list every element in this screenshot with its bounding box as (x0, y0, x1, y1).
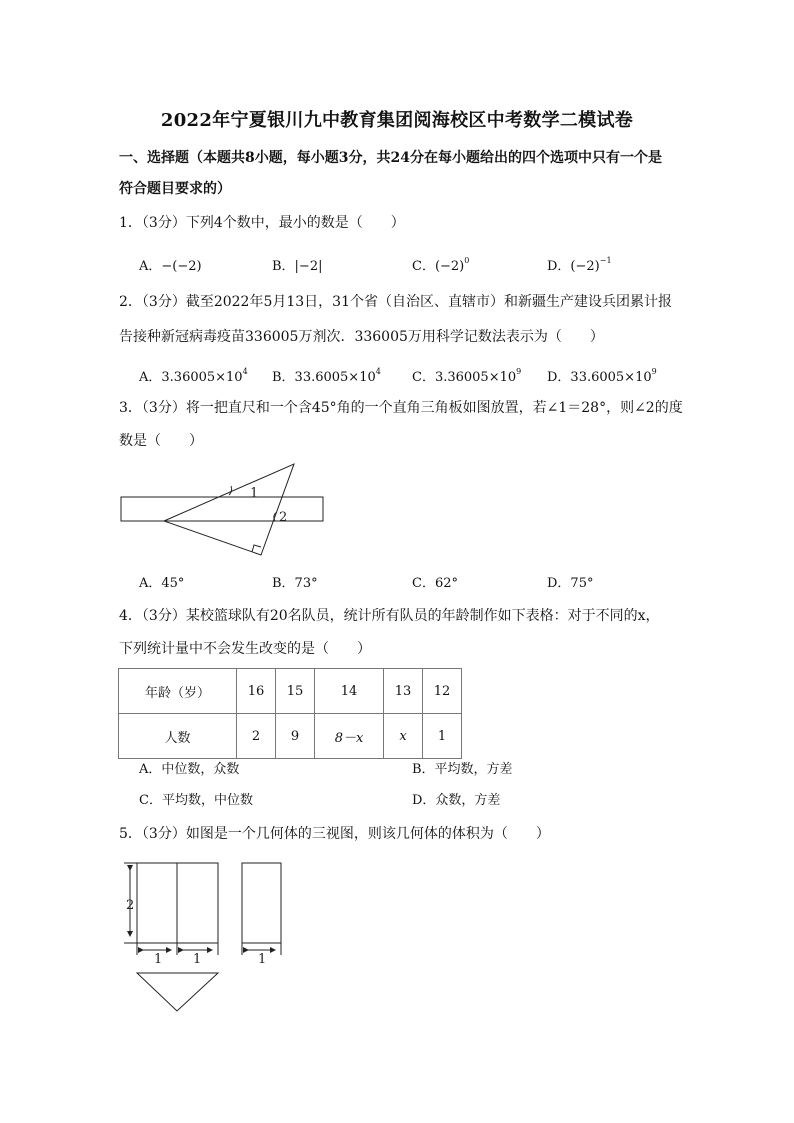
q1-option-b: B．|−2| (272, 259, 323, 274)
question-3-line1: 3．（3分）将一把直尺和一个含45°角的一个直角三角板如图放置，若∠1＝28°，则∠2的度 (119, 400, 683, 416)
question-1-text: 1．（3分）下列4个数中，最小的数是（ ） (119, 215, 405, 231)
table-cell: 年龄（岁） (119, 669, 237, 714)
table-cell: x (384, 714, 423, 759)
question-2-line1: 2．（3分）截至2022年5月13日，31个省（自治区、直辖市）和新疆生产建设兵团累计报 (119, 294, 672, 310)
q3-option-d: D．75° (547, 576, 594, 591)
side-view (242, 863, 281, 943)
q4-option-b: B．平均数，方差 (412, 762, 513, 777)
question-2-line2: 告接种新冠病毒疫苗336005万剂次．336005万用科学记数法表示为（ ） (119, 329, 604, 345)
q2-option-c: C．$3.36005\times 10^9$ (412, 367, 522, 385)
top-view-triangle (137, 973, 218, 1011)
section-heading-line1: 一、选择题（本题共8小题，每小题3分，共24分在每小题给出的四个选项中只有一个是 (119, 150, 662, 166)
width-label-right: 1 (193, 952, 202, 967)
q4-option-c: C．平均数，中位数 (139, 793, 253, 808)
table-cell: 9 (276, 714, 315, 759)
q2-option-b: B．$33.6005\times 10^4$ (272, 367, 381, 385)
angle-1-label: 1 (250, 486, 259, 501)
table-cell: 16 (237, 669, 276, 714)
page-title: 2022年宁夏银川九中教育集团阅海校区中考数学二模试卷 (160, 110, 634, 131)
q1-option-c: C．$(-2)^0$ (412, 256, 470, 274)
question-4-line1: 4．（3分）某校篮球队有20名队员，统计所有队员的年龄制作如下表格：对于不同的x， (119, 608, 660, 624)
table-cell: 人数 (119, 714, 237, 759)
q3-option-a: A．45° (139, 576, 185, 591)
q1-option-a: A．−(−2) (139, 259, 202, 274)
table-cell: 1 (423, 714, 462, 759)
question-3-line2: 数是（ ） (119, 433, 203, 449)
angle-2-label: 2 (279, 510, 288, 525)
table-cell: 8－x (315, 714, 384, 759)
section-heading-line2: 符合题目要求的） (119, 181, 231, 197)
question-4-line2: 下列统计量中不会发生改变的是（ ） (119, 641, 371, 657)
table-cell: 2 (237, 714, 276, 759)
question-5-text: 5．（3分）如图是一个几何体的三视图，则该几何体的体积为（ ） (119, 826, 550, 842)
q2-option-d: D．$33.6005\times 10^9$ (547, 367, 657, 385)
q4-option-a: A．中位数，众数 (139, 762, 240, 777)
width-label-left: 1 (154, 952, 163, 967)
q3-option-c: C．62° (412, 576, 458, 591)
table-cell: 14 (315, 669, 384, 714)
table-cell: 15 (276, 669, 315, 714)
height-label: 2 (126, 898, 135, 913)
q4-option-d: D．众数，方差 (412, 793, 501, 808)
side-width-label: 1 (258, 952, 267, 967)
q2-option-a: A．$3.36005\times 10^4$ (139, 367, 248, 385)
table-cell: 12 (423, 669, 462, 714)
q3-option-b: B．73° (272, 576, 318, 591)
q1-option-d: D．$(-2)^{-1}$ (547, 256, 612, 274)
table-cell: 13 (384, 669, 423, 714)
